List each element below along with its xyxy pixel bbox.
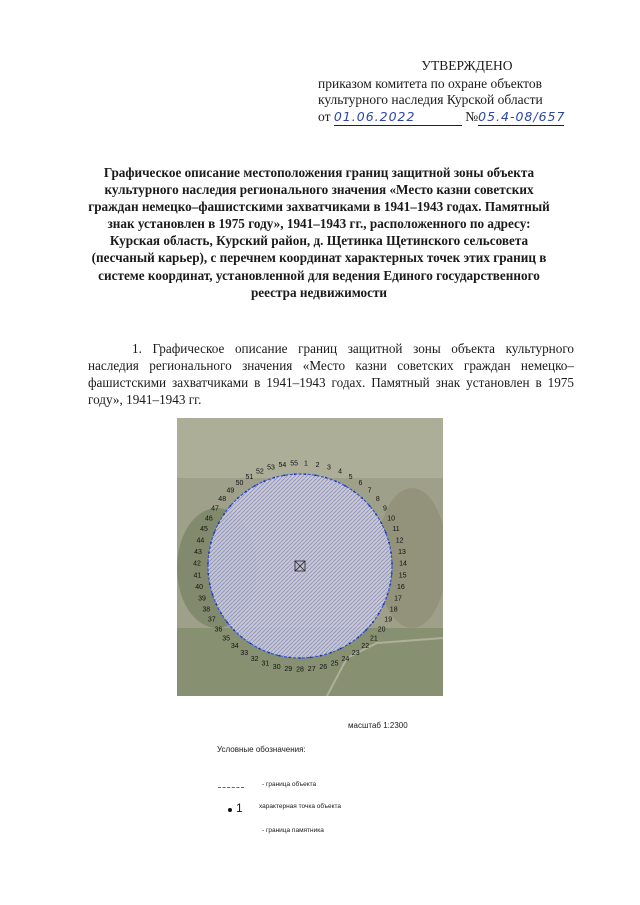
boundary-point-label: 9 (383, 505, 387, 513)
boundary-point-label: 12 (395, 537, 404, 545)
boundary-point-label: 34 (230, 643, 239, 651)
boundary-point (353, 491, 355, 493)
approval-line-2: культурного наследия Курской области (318, 92, 543, 107)
boundary-point (273, 477, 275, 479)
approval-title: УТВЕРЖДЕНО (421, 58, 513, 73)
legend-boundary-label: - граница объекта (262, 781, 317, 788)
legend-monument-label: - граница памятника (262, 827, 324, 834)
boundary-point (207, 563, 209, 565)
boundary-point-label: 11 (392, 526, 400, 534)
legend-boundary-line (218, 787, 244, 788)
boundary-point (289, 657, 291, 659)
boundary-point (340, 648, 342, 650)
boundary-point-label: 49 (226, 487, 235, 495)
boundary-point-label: 31 (261, 660, 270, 668)
legend-point-number: 1 (236, 801, 243, 815)
boundary-point-label: 3 (327, 464, 331, 472)
boundary-point-label: 40 (195, 584, 203, 591)
boundary-point-label: 43 (194, 548, 202, 556)
boundary-point-label: 38 (202, 606, 211, 614)
boundary-point-label: 45 (200, 526, 208, 534)
boundary-point-label: 16 (397, 584, 405, 591)
boundary-point (391, 573, 393, 575)
boundary-point-label: 19 (384, 616, 393, 624)
boundary-point-label: 52 (256, 468, 264, 476)
boundary-point (215, 603, 217, 605)
boundary-point-label: 7 (367, 487, 372, 495)
boundary-point-label: 37 (207, 616, 216, 624)
boundary-point (207, 573, 209, 575)
boundary-point-label: 53 (267, 464, 275, 472)
boundary-point-label: 26 (319, 663, 328, 671)
boundary-point-label: 10 (387, 515, 395, 523)
boundary-point-label: 17 (394, 595, 402, 603)
boundary-point (218, 522, 220, 524)
boundary-point (245, 491, 247, 493)
boundary-point (389, 583, 391, 585)
boundary-point (383, 603, 385, 605)
boundary-point-label: 33 (240, 650, 249, 658)
boundary-point-label: 21 (370, 635, 378, 643)
boundary-point-label: 54 (278, 462, 287, 469)
boundary-point-label: 36 (214, 626, 223, 634)
boundary-point-label: 18 (389, 606, 398, 614)
legend-point-dot (228, 808, 232, 812)
approval-date: 01.06.2022 (333, 108, 416, 124)
boundary-point (263, 480, 265, 482)
boundary-point (210, 542, 212, 544)
approval-stamp (318, 58, 588, 126)
boundary-point-label: 32 (250, 655, 259, 663)
boundary-point (320, 655, 322, 657)
boundary-point-label: 47 (211, 505, 219, 513)
boundary-point (230, 505, 232, 507)
boundary-point-label: 44 (196, 537, 205, 545)
boundary-point (278, 655, 280, 657)
boundary-point (233, 629, 235, 631)
boundary-point (237, 497, 239, 499)
boundary-point (294, 473, 296, 475)
boundary-point (212, 594, 214, 596)
boundary-point (381, 522, 383, 524)
boundary-point-label: 5 (348, 473, 353, 481)
map-scale: масштаб 1:2300 (348, 721, 408, 730)
boundary-point (310, 657, 312, 659)
boundary-point-label: 25 (330, 660, 339, 668)
boundary-point-label: 8 (375, 496, 380, 503)
boundary-point-label: 4 (338, 468, 343, 476)
boundary-point-label: 48 (218, 496, 227, 503)
legend-point-label: характерная точка объекта (259, 803, 342, 810)
boundary-point-label: 55 (290, 460, 298, 468)
boundary-point (325, 477, 327, 479)
boundary-point-label: 28 (296, 666, 304, 674)
boundary-point (390, 552, 392, 554)
boundary-point-label: 14 (399, 560, 407, 568)
approval-line-1: приказом комитета по охране объектов (318, 75, 542, 91)
boundary-point-label: 6 (358, 480, 363, 488)
boundary-point (241, 636, 243, 638)
boundary-point (259, 648, 261, 650)
boundary-point (208, 552, 210, 554)
boundary-point (375, 513, 377, 515)
boundary-point-label: 50 (235, 480, 244, 488)
boundary-point (249, 643, 251, 645)
approval-number: 05.4-08/657 (478, 108, 566, 124)
boundary-point-label: 23 (351, 650, 360, 658)
boundary-point (372, 621, 374, 623)
boundary-point (213, 532, 215, 534)
boundary-point (335, 480, 337, 482)
boundary-point-label: 30 (272, 663, 281, 671)
boundary-point (388, 542, 390, 544)
number-label: № (465, 108, 479, 124)
boundary-point (378, 613, 380, 615)
aerial-map (177, 418, 443, 696)
boundary-point (299, 657, 301, 659)
boundary-point (365, 629, 367, 631)
boundary-point-label: 22 (361, 643, 370, 651)
boundary-point (357, 636, 359, 638)
boundary-point (387, 594, 389, 596)
boundary-point (344, 485, 346, 487)
boundary-point (223, 513, 225, 515)
boundary-point-label: 15 (398, 572, 407, 580)
boundary-point (315, 474, 317, 476)
boundary-point-label: 42 (193, 560, 201, 568)
boundary-point-label: 46 (205, 515, 213, 523)
boundary-point (391, 563, 393, 565)
boundary-point-label: 39 (198, 595, 206, 603)
boundary-point-label: 27 (307, 665, 316, 673)
boundary-point-label: 29 (284, 665, 293, 673)
boundary-point (349, 643, 351, 645)
boundary-point-label: 35 (222, 635, 230, 643)
boundary-point (361, 497, 363, 499)
boundary-point (254, 485, 256, 487)
boundary-point (226, 621, 228, 623)
boundary-point (369, 505, 371, 507)
legend-title: Условные обозначения: (217, 745, 306, 754)
boundary-point (220, 613, 222, 615)
map-image (177, 418, 443, 696)
boundary-point-label: 24 (341, 655, 350, 663)
boundary-point (268, 652, 270, 654)
boundary-point-label: 13 (398, 548, 406, 556)
document-heading: Графическое описание местоположения границ защитной зоны объекта культурного наследия регионального значения «Место казни советских граждан немецко–фашистскими захватчиками в 1941–1943 годах. Памятный знак установлен в 1975 году», 1941–1943 гг., расположенного по адресу: Курская область, Курский район, д. Щетинка Щетинского сельсовета (песчаный карьер), с перечнем координат характерных точек этих границ в системе координат, установленной для ведения Единого государственного реестра недвижимости (88, 165, 550, 300)
boundary-point (385, 532, 387, 534)
boundary-point-label: 1 (303, 460, 308, 468)
approval-date-line (318, 109, 588, 127)
boundary-point-label: 41 (193, 572, 202, 580)
boundary-point (330, 652, 332, 654)
boundary-point (209, 583, 211, 585)
boundary-point (283, 474, 285, 476)
boundary-point-label: 51 (245, 473, 254, 481)
boundary-point (304, 473, 306, 475)
from-label: от (318, 108, 331, 124)
section-1-paragraph: 1. Графическое описание границ защитной зоны объекта культурного наследия регионального значения «Место казни советских граждан немецко–фашистскими захватчиками в 1941–1943 годах. Памятный знак установлен в 1975 году», 1941–1943 гг. (88, 341, 574, 407)
boundary-point-label: 2 (315, 462, 320, 469)
boundary-point-label: 20 (377, 626, 386, 634)
